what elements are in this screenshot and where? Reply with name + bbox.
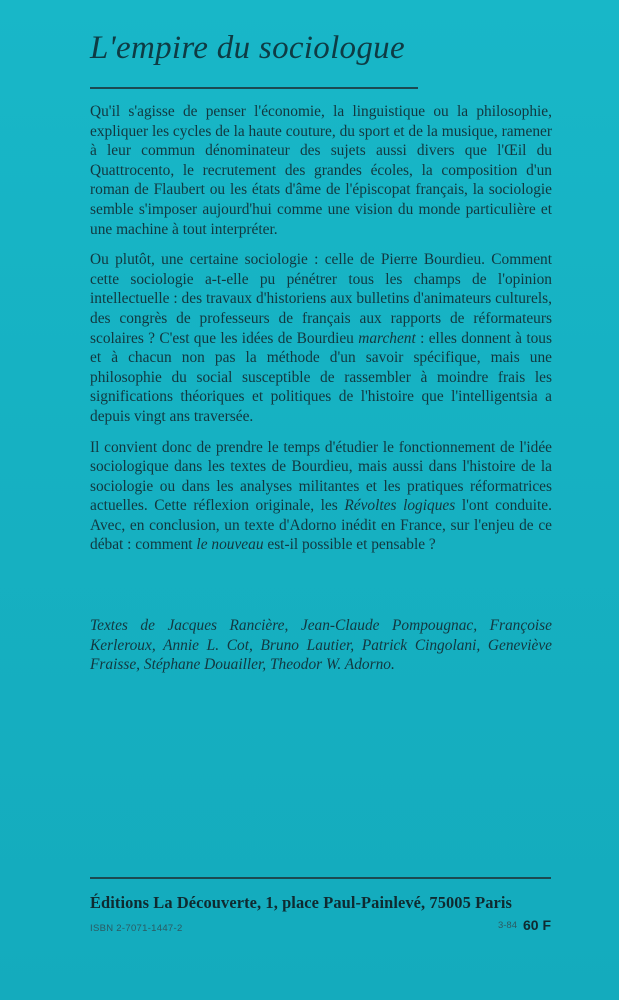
edition-code: 3-84 (497, 920, 517, 931)
paragraph-3-text-a: Il convient donc de prendre le temps d'étudier le fonctionnement de l'idée sociologique dans les textes de Bourdieu, mais aussi dans l'histoire de la sociologie ou dans les analyses militantes et les pratiques réformatrices actuelles. Cette réflexion originale, les (90, 438, 552, 515)
emphasis-le-nouveau: le nouveau (196, 536, 264, 554)
book-title: L'empire du sociologue (90, 30, 405, 66)
top-rule (90, 87, 418, 89)
paragraph-2-text-a: Ou plutôt, une certaine sociologie : celle de Pierre Bourdieu. Comment cette sociologie a-t-elle pu pénétrer tous les champs de l'opinion intellectuelle : des travaux d'historiens aux bulletins d'animateurs culturels, des congrès de professeurs de français aux rapports de réformateurs scolaires ? C'est que les idées de Bourdieu (90, 251, 552, 347)
blurb-paragraph-3 (90, 438, 552, 556)
blurb (90, 102, 552, 566)
publisher-address: Éditions La Découverte, 1, place Paul-Painlevé, 75005 Paris (90, 893, 512, 912)
paragraph-2-text-b: : elles donnent à tous et à chacun non pas la méthode d'un savoir spécifique, mais une philosophie du social susceptible de rassembler à moindre frais les significations théoriques et politiques de l'histoire que l'intelligentsia a depuis vingt ans traversée. (90, 329, 552, 425)
paragraph-3-text-c: est-il possible et pensable ? (263, 536, 436, 554)
blurb-paragraph-1: Qu'il s'agisse de penser l'économie, la linguistique ou la philosophie, expliquer les cycles de la haute couture, du sport et de la musique, ramener à leur commun dénominateur des sujets aussi divers que l'Œil du Quattrocento, le recrutement des grandes écoles, la composition d'un roman de Flaubert ou les états d'âme de l'épiscopat français, la sociologie semble s'imposer aujourd'hui comme une vision du monde particulière et une machine à tout interpréter. (90, 103, 552, 238)
author-credits: Textes de Jacques Rancière, Jean-Claude Pompougnac, Françoise Kerleroux, Annie L. Cot, Bruno Lautier, Patrick Cingolani, Geneviève Fraisse, Stéphane Douailler, Theodor W. Adorno. (90, 617, 552, 674)
price: 60 F (522, 917, 551, 933)
emphasis-revoltes-logiques: Révoltes logiques (344, 497, 456, 515)
blurb-paragraph-2 (90, 250, 552, 426)
isbn-number: ISBN 2-7071-1447-2 (90, 923, 183, 934)
price-block (498, 917, 551, 935)
emphasis-marchent: marchent (358, 329, 416, 347)
bottom-rule (90, 877, 551, 879)
paragraph-3-text-b: l'ont conduite. Avec, en conclusion, un texte d'Adorno inédit en France, sur l'enjeu de ce débat : comment (90, 497, 552, 554)
